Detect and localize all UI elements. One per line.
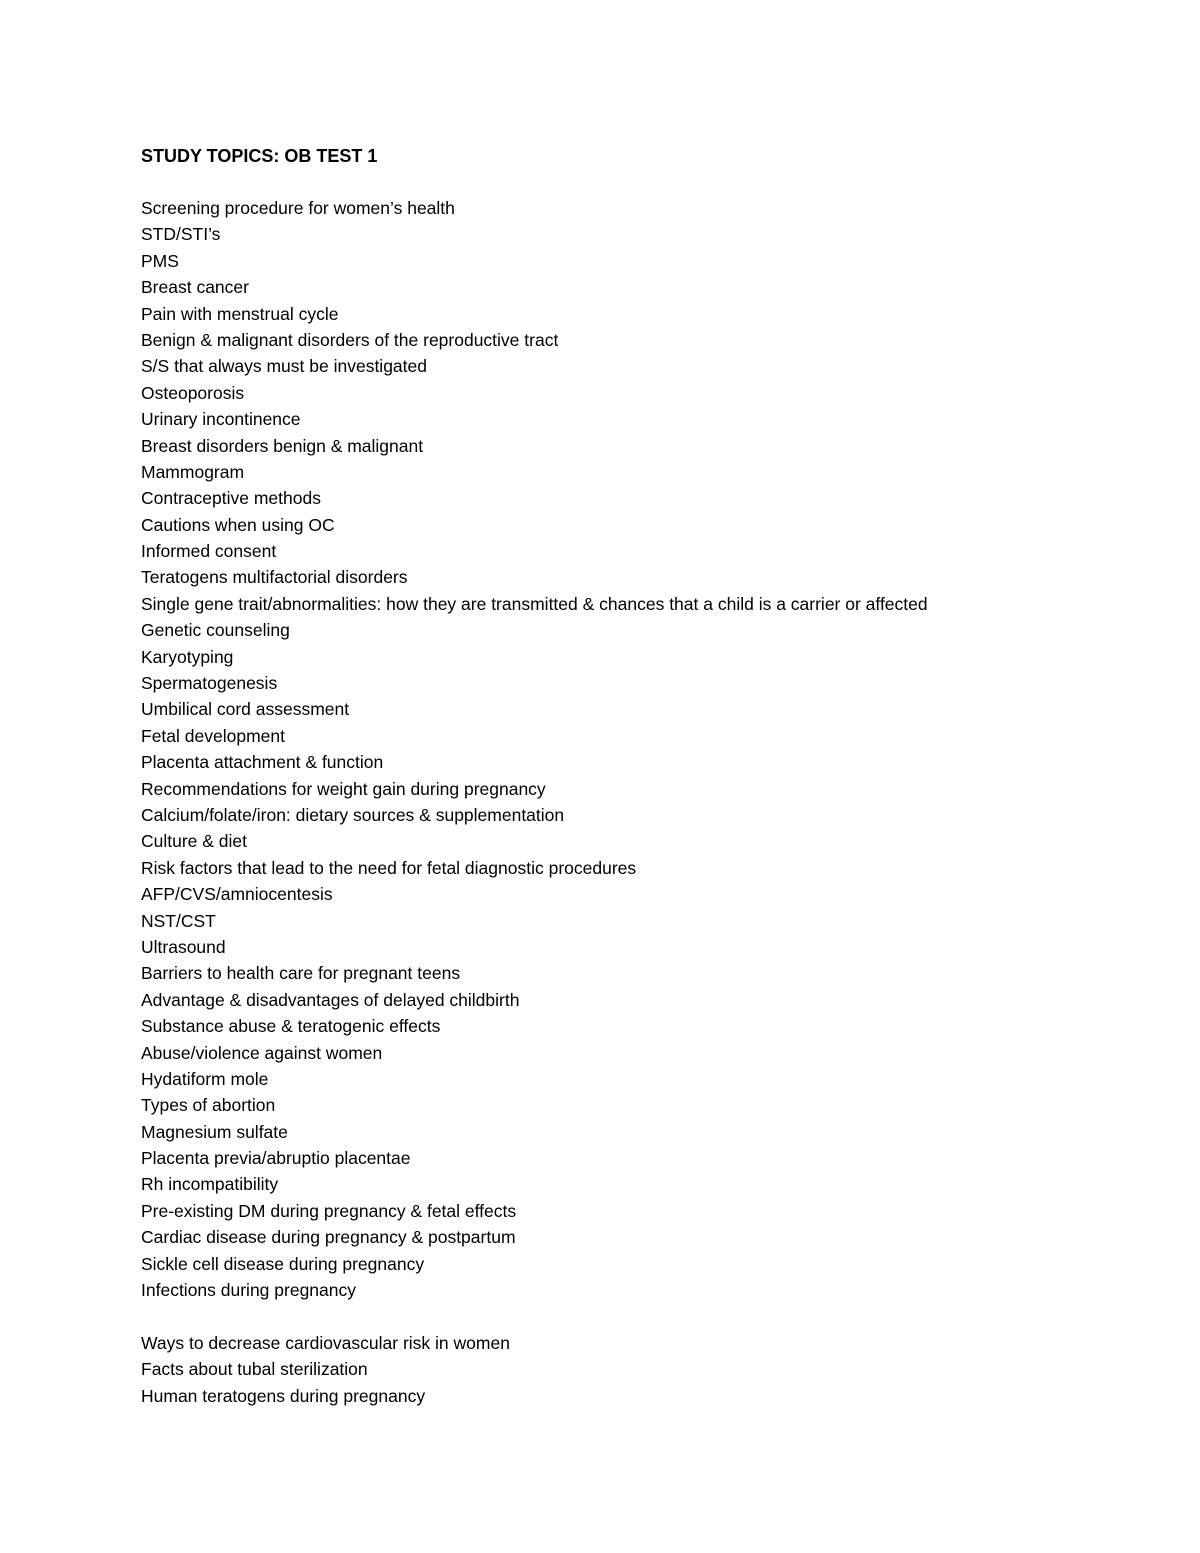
topic-item: Infections during pregnancy — [141, 1280, 356, 1301]
topic-item: Culture & diet — [141, 831, 248, 852]
topic-item: STD/STI’s — [141, 224, 221, 245]
topic-item: Risk factors that lead to the need for fetal diagnostic procedures — [141, 857, 637, 878]
topic-item: Ways to decrease cardiovascular risk in women — [141, 1332, 510, 1353]
topic-item: Facts about tubal sterilization — [141, 1359, 368, 1380]
topic-item: Fetal development — [141, 725, 285, 746]
topic-item: Magnesium sulfate — [141, 1121, 288, 1142]
topic-item: Hydatiform mole — [141, 1068, 269, 1089]
document-title: STUDY TOPICS: OB TEST 1 — [141, 146, 378, 166]
topic-list — [141, 195, 1141, 1303]
topic-item: Human teratogens during pregnancy — [141, 1385, 426, 1406]
topic-item: NST/CST — [141, 910, 216, 931]
topic-item: Umbilical cord assessment — [141, 699, 350, 720]
additional-topic-list — [141, 1330, 1141, 1409]
topic-item: Contraceptive methods — [141, 488, 321, 509]
topic-item: Karyotyping — [141, 646, 234, 667]
topic-item: Abuse/violence against women — [141, 1042, 383, 1063]
topic-item: Spermatogenesis — [141, 673, 278, 694]
topic-item: Mammogram — [141, 461, 245, 482]
topic-item: Genetic counseling — [141, 620, 290, 641]
topic-item: Breast cancer — [141, 277, 249, 298]
topic-item: Types of abortion — [141, 1095, 276, 1116]
topic-item: Teratogens multifactorial disorders — [141, 567, 408, 588]
topic-item: Barriers to health care for pregnant teens — [141, 963, 461, 984]
topic-item: AFP/CVS/amniocentesis — [141, 884, 333, 905]
topic-item: Placenta previa/abruptio placentae — [141, 1148, 411, 1169]
topic-item: S/S that always must be investigated — [141, 356, 427, 377]
topic-item: Rh incompatibility — [141, 1174, 279, 1195]
topic-item: Substance abuse & teratogenic effects — [141, 1016, 441, 1037]
topic-item: Cardiac disease during pregnancy & postpartum — [141, 1227, 516, 1248]
topic-item: Breast disorders benign & malignant — [141, 435, 424, 456]
topic-item: Placenta attachment & function — [141, 752, 384, 773]
topic-item: Screening procedure for women’s health — [141, 198, 455, 218]
topic-item: Urinary incontinence — [141, 409, 301, 430]
topic-item: Pre-existing DM during pregnancy & fetal effects — [141, 1200, 517, 1221]
topic-item: Sickle cell disease during pregnancy — [141, 1253, 425, 1274]
topic-item: Advantage & disadvantages of delayed childbirth — [141, 989, 520, 1010]
topic-item: Benign & malignant disorders of the reproductive tract — [141, 329, 559, 350]
topic-item: Pain with menstrual cycle — [141, 303, 339, 324]
topic-item: Ultrasound — [141, 936, 226, 957]
document-content — [141, 143, 1141, 1409]
topic-item: Cautions when using OC — [141, 514, 335, 535]
topic-item: Recommendations for weight gain during pregnancy — [141, 778, 546, 799]
topic-item: Informed consent — [141, 541, 277, 562]
topic-item: Osteoporosis — [141, 382, 245, 403]
topic-item: PMS — [141, 250, 179, 271]
topic-item: Calcium/folate/iron: dietary sources & supplementation — [141, 804, 565, 825]
topic-item: Single gene trait/abnormalities: how they are transmitted & chances that a child is a carrier or affected — [141, 593, 928, 614]
